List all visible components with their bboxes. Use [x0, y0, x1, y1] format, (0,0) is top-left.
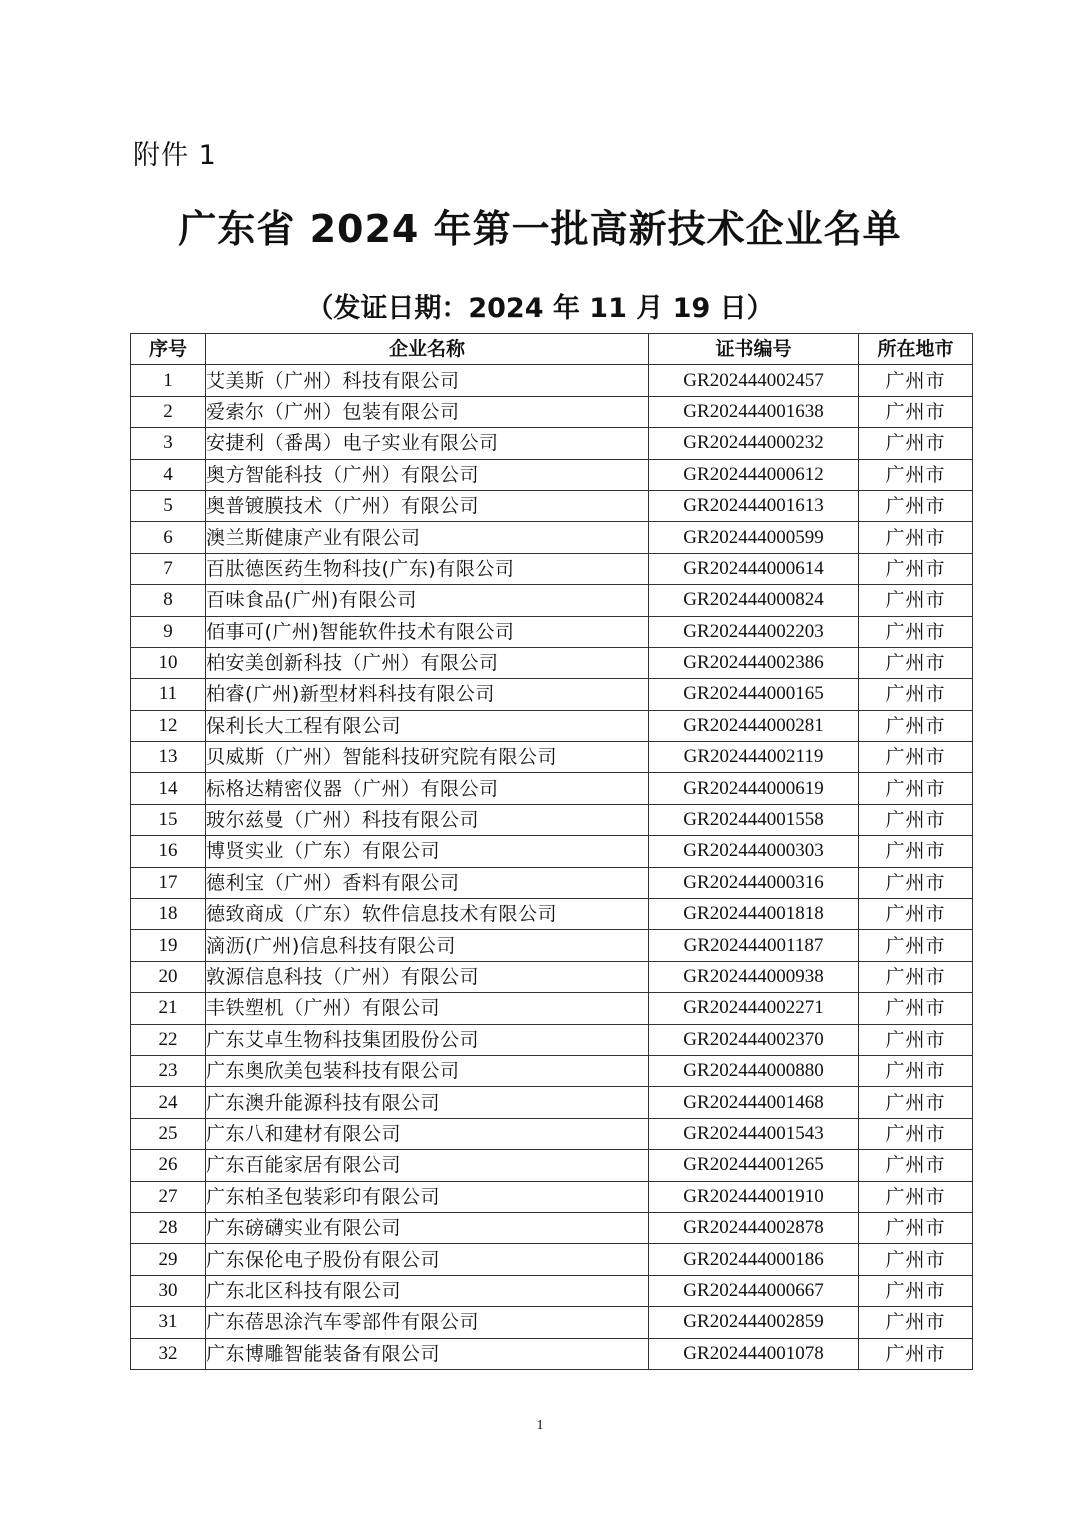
- row-serial-number: 4: [131, 459, 206, 490]
- row-company-name: 奥普镀膜技术（广州）有限公司: [206, 490, 649, 521]
- row-serial-number: 28: [131, 1212, 206, 1243]
- table-header-row: [131, 334, 973, 365]
- row-serial-number: 18: [131, 899, 206, 930]
- row-certificate-number: GR202444002878: [649, 1212, 859, 1243]
- row-city: 广州市: [859, 365, 973, 396]
- row-city: 广州市: [859, 396, 973, 427]
- row-certificate-number: GR202444002203: [649, 616, 859, 647]
- row-company-name: 广东艾卓生物科技集团股份公司: [206, 1024, 649, 1055]
- row-company-name: 玻尔兹曼（广州）科技有限公司: [206, 804, 649, 835]
- row-certificate-number: GR202444002457: [649, 365, 859, 396]
- row-company-name: 广东蓓思涂汽车零部件有限公司: [206, 1307, 649, 1338]
- header-serial-number: 序号: [131, 334, 206, 365]
- row-certificate-number: GR202444000667: [649, 1275, 859, 1306]
- row-company-name: 丰铁塑机（广州）有限公司: [206, 993, 649, 1024]
- row-certificate-number: GR202444000232: [649, 428, 859, 459]
- table-row: [131, 1338, 973, 1369]
- row-certificate-number: GR202444002271: [649, 993, 859, 1024]
- table-row: [131, 1150, 973, 1181]
- table-row: [131, 993, 973, 1024]
- row-company-name: 德利宝（广州）香料有限公司: [206, 867, 649, 898]
- table-row: [131, 742, 973, 773]
- row-serial-number: 2: [131, 396, 206, 427]
- table-row: [131, 836, 973, 867]
- row-company-name: 贝威斯（广州）智能科技研究院有限公司: [206, 742, 649, 773]
- table-row: [131, 773, 973, 804]
- row-company-name: 广东奥欣美包装科技有限公司: [206, 1055, 649, 1086]
- table-row: [131, 867, 973, 898]
- table-row: [131, 710, 973, 741]
- row-serial-number: 17: [131, 867, 206, 898]
- row-serial-number: 31: [131, 1307, 206, 1338]
- row-certificate-number: GR202444001187: [649, 930, 859, 961]
- row-city: 广州市: [859, 804, 973, 835]
- row-company-name: 标格达精密仪器（广州）有限公司: [206, 773, 649, 804]
- row-serial-number: 23: [131, 1055, 206, 1086]
- row-city: 广州市: [859, 710, 973, 741]
- row-company-name: 佰事可(广州)智能软件技术有限公司: [206, 616, 649, 647]
- issue-date-subtitle: （发证日期：2024 年 11 月 19 日）: [306, 293, 774, 324]
- row-serial-number: 27: [131, 1181, 206, 1212]
- row-company-name: 澳兰斯健康产业有限公司: [206, 522, 649, 553]
- row-company-name: 广东百能家居有限公司: [206, 1150, 649, 1181]
- row-city: 广州市: [859, 1275, 973, 1306]
- row-city: 广州市: [859, 1338, 973, 1369]
- row-company-name: 奥方智能科技（广州）有限公司: [206, 459, 649, 490]
- row-certificate-number: GR202444000824: [649, 585, 859, 616]
- row-city: 广州市: [859, 899, 973, 930]
- table-body: [131, 365, 973, 1370]
- row-company-name: 百味食品(广州)有限公司: [206, 585, 649, 616]
- row-company-name: 艾美斯（广州）科技有限公司: [206, 365, 649, 396]
- row-city: 广州市: [859, 961, 973, 992]
- row-city: 广州市: [859, 1244, 973, 1275]
- row-city: 广州市: [859, 742, 973, 773]
- table-row: [131, 1118, 973, 1149]
- document-title: 广东省 2024 年第一批高新技术企业名单: [178, 207, 902, 251]
- row-certificate-number: GR202444001638: [649, 396, 859, 427]
- row-city: 广州市: [859, 1307, 973, 1338]
- row-company-name: 滴沥(广州)信息科技有限公司: [206, 930, 649, 961]
- table-row: [131, 616, 973, 647]
- table-row: [131, 1024, 973, 1055]
- table-row: [131, 930, 973, 961]
- row-city: 广州市: [859, 1024, 973, 1055]
- row-serial-number: 6: [131, 522, 206, 553]
- row-serial-number: 8: [131, 585, 206, 616]
- row-company-name: 敦源信息科技（广州）有限公司: [206, 961, 649, 992]
- row-company-name: 百肽德医药生物科技(广东)有限公司: [206, 553, 649, 584]
- row-city: 广州市: [859, 773, 973, 804]
- table-row: [131, 459, 973, 490]
- row-company-name: 博贤实业（广东）有限公司: [206, 836, 649, 867]
- row-company-name: 广东北区科技有限公司: [206, 1275, 649, 1306]
- row-city: 广州市: [859, 1181, 973, 1212]
- row-certificate-number: GR202444001078: [649, 1338, 859, 1369]
- row-company-name: 德致商成（广东）软件信息技术有限公司: [206, 899, 649, 930]
- row-company-name: 广东保伦电子股份有限公司: [206, 1244, 649, 1275]
- row-certificate-number: GR202444000303: [649, 836, 859, 867]
- table-row: [131, 804, 973, 835]
- row-company-name: 柏睿(广州)新型材料科技有限公司: [206, 679, 649, 710]
- row-city: 广州市: [859, 1212, 973, 1243]
- row-certificate-number: GR202444000165: [649, 679, 859, 710]
- row-company-name: 广东磅礴实业有限公司: [206, 1212, 649, 1243]
- row-serial-number: 25: [131, 1118, 206, 1149]
- row-certificate-number: GR202444001468: [649, 1087, 859, 1118]
- table-row: [131, 1275, 973, 1306]
- table-row: [131, 679, 973, 710]
- row-city: 广州市: [859, 522, 973, 553]
- row-city: 广州市: [859, 867, 973, 898]
- row-serial-number: 14: [131, 773, 206, 804]
- row-company-name: 爱索尔（广州）包装有限公司: [206, 396, 649, 427]
- row-serial-number: 30: [131, 1275, 206, 1306]
- table-row: [131, 1244, 973, 1275]
- row-city: 广州市: [859, 993, 973, 1024]
- row-city: 广州市: [859, 428, 973, 459]
- row-certificate-number: GR202444000612: [649, 459, 859, 490]
- table-row: [131, 961, 973, 992]
- row-city: 广州市: [859, 679, 973, 710]
- row-serial-number: 10: [131, 647, 206, 678]
- row-certificate-number: GR202444000880: [649, 1055, 859, 1086]
- row-certificate-number: GR202444000316: [649, 867, 859, 898]
- row-serial-number: 9: [131, 616, 206, 647]
- table-row: [131, 522, 973, 553]
- row-certificate-number: GR202444000614: [649, 553, 859, 584]
- row-certificate-number: GR202444002119: [649, 742, 859, 773]
- row-certificate-number: GR202444000186: [649, 1244, 859, 1275]
- row-certificate-number: GR202444002859: [649, 1307, 859, 1338]
- row-serial-number: 26: [131, 1150, 206, 1181]
- row-certificate-number: GR202444001265: [649, 1150, 859, 1181]
- table-row: [131, 553, 973, 584]
- row-serial-number: 12: [131, 710, 206, 741]
- row-city: 广州市: [859, 836, 973, 867]
- row-certificate-number: GR202444000281: [649, 710, 859, 741]
- row-city: 广州市: [859, 616, 973, 647]
- row-city: 广州市: [859, 930, 973, 961]
- header-company-name: 企业名称: [206, 334, 649, 365]
- row-city: 广州市: [859, 585, 973, 616]
- row-serial-number: 22: [131, 1024, 206, 1055]
- table-row: [131, 899, 973, 930]
- row-certificate-number: GR202444001818: [649, 899, 859, 930]
- row-serial-number: 21: [131, 993, 206, 1024]
- row-serial-number: 20: [131, 961, 206, 992]
- row-city: 广州市: [859, 553, 973, 584]
- row-certificate-number: GR202444001543: [649, 1118, 859, 1149]
- row-city: 广州市: [859, 1055, 973, 1086]
- row-serial-number: 15: [131, 804, 206, 835]
- page-number: 1: [536, 1418, 544, 1433]
- row-city: 广州市: [859, 647, 973, 678]
- table-row: [131, 1307, 973, 1338]
- row-serial-number: 16: [131, 836, 206, 867]
- row-serial-number: 32: [131, 1338, 206, 1369]
- table-row: [131, 490, 973, 521]
- row-city: 广州市: [859, 1150, 973, 1181]
- header-city: 所在地市: [859, 334, 973, 365]
- row-serial-number: 1: [131, 365, 206, 396]
- row-company-name: 保利长大工程有限公司: [206, 710, 649, 741]
- row-company-name: 广东柏圣包装彩印有限公司: [206, 1181, 649, 1212]
- table-row: [131, 428, 973, 459]
- table-row: [131, 1087, 973, 1118]
- row-company-name: 安捷利（番禺）电子实业有限公司: [206, 428, 649, 459]
- row-serial-number: 19: [131, 930, 206, 961]
- table-row: [131, 396, 973, 427]
- row-city: 广州市: [859, 1118, 973, 1149]
- table-row: [131, 1212, 973, 1243]
- row-certificate-number: GR202444001613: [649, 490, 859, 521]
- row-serial-number: 29: [131, 1244, 206, 1275]
- row-certificate-number: GR202444001910: [649, 1181, 859, 1212]
- header-certificate-number: 证书编号: [649, 334, 859, 365]
- row-city: 广州市: [859, 459, 973, 490]
- attachment-label: 附件 1: [133, 140, 217, 171]
- row-serial-number: 11: [131, 679, 206, 710]
- table-row: [131, 585, 973, 616]
- row-serial-number: 5: [131, 490, 206, 521]
- table-row: [131, 647, 973, 678]
- row-company-name: 广东澳升能源科技有限公司: [206, 1087, 649, 1118]
- table-row: [131, 1055, 973, 1086]
- row-city: 广州市: [859, 490, 973, 521]
- row-serial-number: 3: [131, 428, 206, 459]
- row-certificate-number: GR202444000619: [649, 773, 859, 804]
- row-company-name: 广东博雕智能装备有限公司: [206, 1338, 649, 1369]
- row-serial-number: 13: [131, 742, 206, 773]
- row-city: 广州市: [859, 1087, 973, 1118]
- row-company-name: 柏安美创新科技（广州）有限公司: [206, 647, 649, 678]
- row-serial-number: 24: [131, 1087, 206, 1118]
- table-row: [131, 1181, 973, 1212]
- row-certificate-number: GR202444001558: [649, 804, 859, 835]
- row-serial-number: 7: [131, 553, 206, 584]
- table-row: [131, 365, 973, 396]
- row-company-name: 广东八和建材有限公司: [206, 1118, 649, 1149]
- row-certificate-number: GR202444000938: [649, 961, 859, 992]
- row-certificate-number: GR202444002386: [649, 647, 859, 678]
- row-certificate-number: GR202444000599: [649, 522, 859, 553]
- enterprise-table: [130, 333, 973, 1370]
- row-certificate-number: GR202444002370: [649, 1024, 859, 1055]
